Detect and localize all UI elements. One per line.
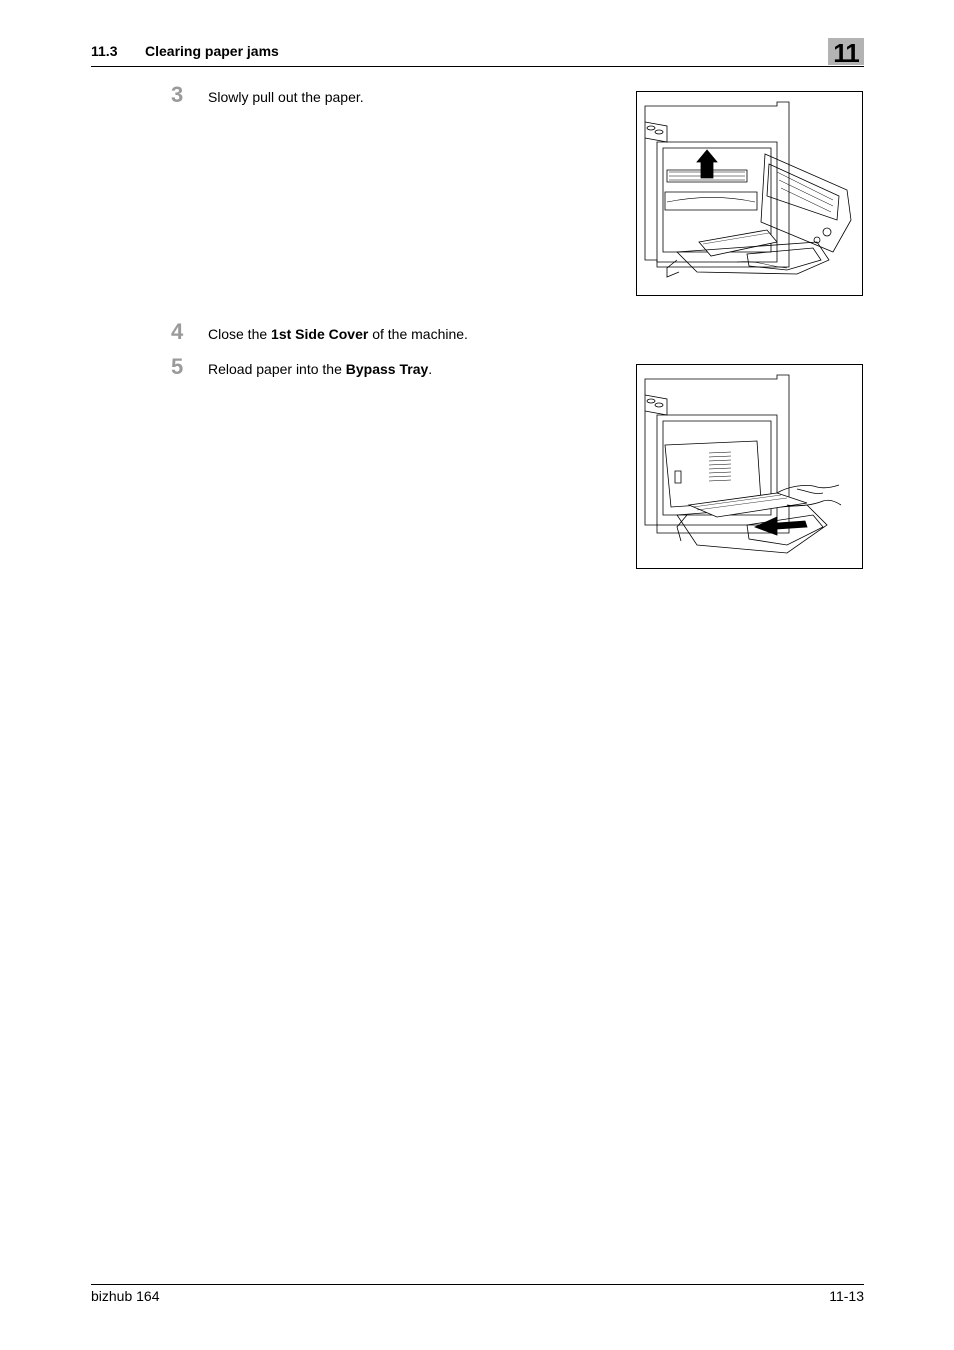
pull-paper-illustration <box>636 91 863 296</box>
section-number: 11.3 <box>91 43 118 59</box>
page-number: 11-13 <box>829 1288 864 1304</box>
step-text: Reload paper into the Bypass Tray. <box>208 361 433 377</box>
step-text: Slowly pull out the paper. <box>208 89 364 105</box>
section-title: Clearing paper jams <box>145 43 279 59</box>
page-footer <box>91 1284 864 1305</box>
step-number: 3 <box>171 82 184 107</box>
product-name: bizhub 164 <box>91 1288 160 1304</box>
reload-bypass-tray-illustration <box>636 364 863 569</box>
page-header <box>91 40 864 67</box>
step-number: 4 <box>171 319 184 344</box>
chapter-badge: 11 <box>828 38 864 65</box>
step-number: 5 <box>171 354 184 379</box>
step-text: Close the 1st Side Cover of the machine. <box>208 326 468 342</box>
